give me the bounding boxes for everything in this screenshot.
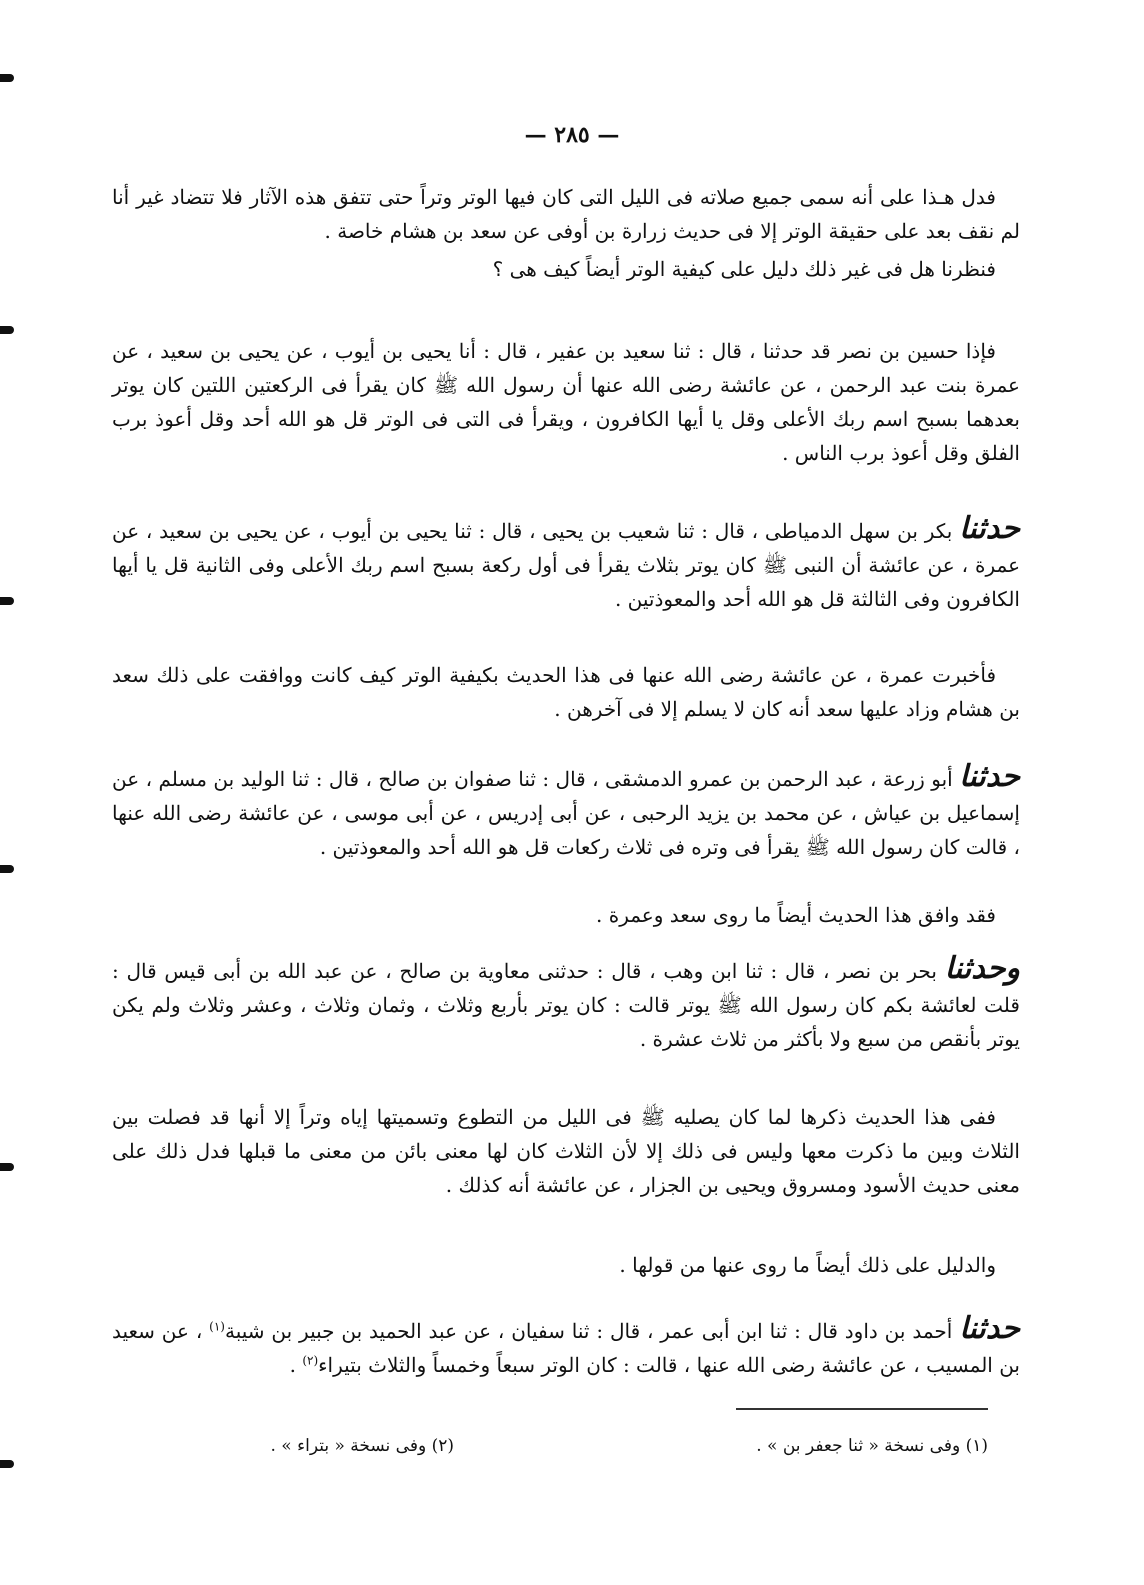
scan-edge-mark [0, 597, 14, 605]
body-text [112, 1100, 1020, 1202]
body-text [112, 512, 1020, 616]
paragraph-text: بحر بن نصر ، قال : ثنا ابن وهب ، قال : حدثنى معاوية بن صالح ، عن عبد الله بن أبى قيس قال : قلت لعائشة بكم كان رسول الله ﷺ يوتر قالت : كان يوتر بأربع وثلاث ، وثمان وثلاث ، وعشر وثلاث ولم يكن يوتر بأنقص من سبع ولا بأكثر من ثلاث عشرة . [112, 959, 1020, 1051]
paragraph-text: . [289, 1353, 303, 1377]
paragraph [112, 760, 1020, 864]
paragraph [112, 1312, 1020, 1382]
body-text [112, 952, 1020, 1056]
footnote: (٢) وفى نسخة « بتراء » . [270, 1436, 454, 1456]
paragraph: فنظرنا هل فى غير ذلك دليل على كيفية الوتر أيضاً كيف هى ؟ [492, 257, 996, 281]
body-text [112, 658, 1020, 726]
paragraph [112, 952, 1020, 1056]
paragraph-lead: حدثنا [959, 511, 1021, 546]
body-text [112, 760, 1020, 864]
body-text [112, 180, 1020, 286]
paragraph-text: أبو زرعة ، عبد الرحمن بن عمرو الدمشقى ، قال : ثنا صفوان بن صالح ، قال : ثنا الوليد بن مسلم ، عن إسماعيل بن عياش ، عن محمد بن يزيد الرحبى ، عن أبى إدريس ، عن أبى موسى ، عن عائشة رضى الله عنها ، قالت كان رسول الله ﷺ يقرأ فى وتره فى ثلاث ركعات قل هو الله أحد والمعوذتين . [112, 767, 1020, 859]
paragraph: فأخبرت عمرة ، عن عائشة رضى الله عنها فى هذا الحديث بكيفية الوتر كيف كانت ووافقت على ذلك سعد بن هشام وزاد عليها سعد أنه كان لا يسلم إلا فى آخرهن . [112, 663, 1020, 721]
paragraph-lead: حدثنا [959, 1311, 1021, 1346]
paragraph-text: بكر بن سهل الدمياطى ، قال : ثنا شعيب بن يحيى ، قال : ثنا يحيى بن أيوب ، عن يحيى بن سعيد ، عن عمرة ، عن عائشة أن النبى ﷺ كان يوتر بثلاث يقرأ فى أول ركعة بسبح اسم ربك الأعلى وفى الثانية قل يا أيها الكافرون وفى الثالثة قل هو الله أحد والمعوذتين . [112, 519, 1020, 611]
paragraph: فدل هـذا على أنه سمى جميع صلاته فى الليل التى كان فيها الوتر وتراً حتى تتفق هذه الآثار فلا تتضاد غير أنا لم نقف بعد على حقيقة الوتر إلا فى حديث زرارة بن أوفى عن سعد بن هشام خاصة . [112, 185, 1020, 243]
body-text [112, 898, 1020, 932]
footnote-divider [736, 1408, 988, 1410]
paragraph-text: أحمد بن داود قال : ثنا ابن أبى عمر ، قال : ثنا سفيان ، عن عبد الحميد بن جبير بن شيبة [224, 1319, 953, 1343]
paragraph: ففى هذا الحديث ذكرها لما كان يصليه ﷺ فى الليل من التطوع وتسميتها إياه وتراً إلا أنها قد فصلت بين الثلاث وبين ما ذكرت معها وليس فى ذلك إلا لأن الثلاث كان لها معنى بائن من معنى ما قبلها فدل ذلك على معنى حديث الأسود ومسروق ويحيى بن الجزار ، عن عائشة أنه كذلك . [112, 1105, 1020, 1197]
scan-edge-mark [0, 1460, 14, 1468]
footnote-ref: (١) [209, 1319, 225, 1334]
paragraph [112, 512, 1020, 616]
body-text [112, 334, 1020, 470]
scan-edge-mark [0, 865, 14, 873]
page-number: — ٢٨٥ — [524, 122, 620, 148]
paragraph-text: ، عن سعيد بن المسيب ، عن عائشة رضى الله عنها ، قالت : كان الوتر سبعاً وخمساً والثلاث بتيراء [112, 1319, 1020, 1377]
scan-edge-mark [0, 326, 14, 334]
paragraph-lead: حدثنا [959, 759, 1021, 794]
scan-edge-mark [0, 74, 14, 82]
body-text [112, 1312, 1020, 1382]
paragraph-lead: وحدثنا [944, 951, 1020, 986]
footnote-ref: (٢) [302, 1353, 319, 1368]
paragraph: والدليل على ذلك أيضاً ما روى عنها من قولها . [619, 1253, 996, 1277]
paragraph: فقد وافق هذا الحديث أيضاً ما روى سعد وعمرة . [596, 903, 996, 927]
scan-edge-mark [0, 1163, 14, 1171]
paragraph: فإذا حسين بن نصر قد حدثنا ، قال : ثنا سعيد بن عفير ، قال : أنا يحيى بن أيوب ، عن يحيى بن سعيد ، عن عمرة بنت عبد الرحمن ، عن عائشة رضى الله عنها أن رسول الله ﷺ كان يقرأ فى الركعتين اللتين كان يوتر بعدهما بسبح اسم ربك الأعلى وقل يا أيها الكافرون ، ويقرأ فى التى فى الوتر قل هو الله أحد وقل أعوذ برب الفلق وقل أعوذ برب الناس . [112, 339, 1020, 465]
footnote: (١) وفى نسخة « ثنا جعفر بن » . [756, 1436, 988, 1456]
body-text [112, 1248, 1020, 1282]
